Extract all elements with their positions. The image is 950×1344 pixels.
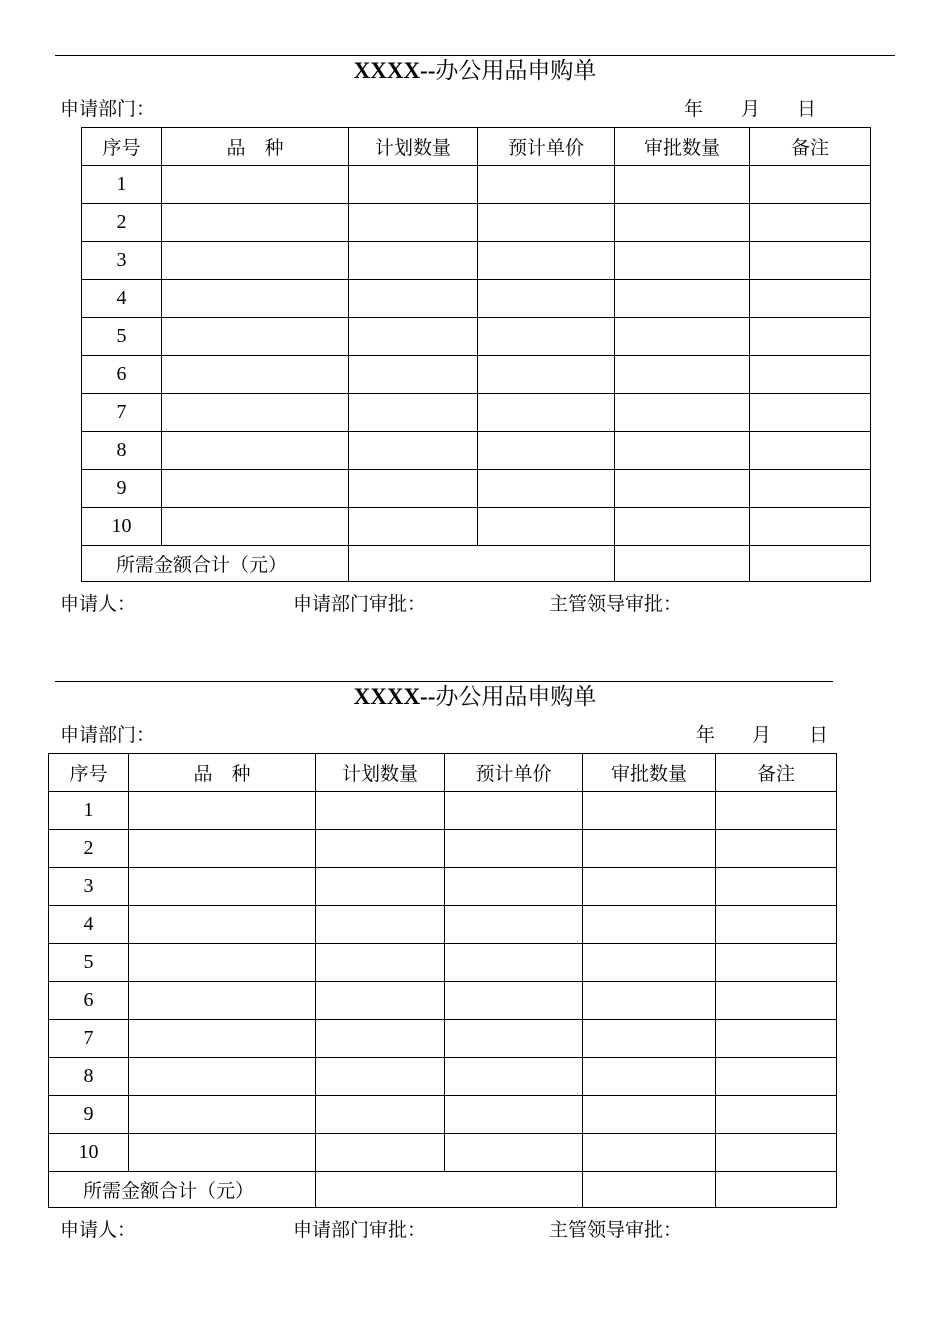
row-number: 6 bbox=[49, 982, 129, 1020]
date-day: 日 bbox=[797, 98, 817, 120]
leader-approval-label: 主管领导审批： bbox=[549, 593, 683, 615]
remarks-cell[interactable] bbox=[750, 204, 871, 242]
col-header-item: 品 种 bbox=[162, 128, 349, 166]
plan-qty-cell[interactable] bbox=[349, 318, 478, 356]
plan-qty-cell[interactable] bbox=[316, 982, 445, 1020]
approved-qty-cell[interactable] bbox=[583, 982, 716, 1020]
remarks-cell[interactable] bbox=[750, 242, 871, 280]
plan-qty-cell[interactable] bbox=[349, 280, 478, 318]
total-approved-cell[interactable] bbox=[583, 1172, 716, 1208]
remarks-cell[interactable] bbox=[716, 830, 837, 868]
remarks-cell[interactable] bbox=[716, 1058, 837, 1096]
unit-price-cell[interactable] bbox=[445, 982, 583, 1020]
row-number: 1 bbox=[82, 166, 162, 204]
table-row bbox=[49, 792, 837, 830]
table-row bbox=[49, 982, 837, 1020]
item-cell[interactable] bbox=[129, 1096, 316, 1134]
dept-approval-label: 申请部门审批： bbox=[293, 593, 427, 615]
approved-qty-cell[interactable] bbox=[615, 356, 750, 394]
col-header-plan-qty: 计划数量 bbox=[349, 128, 478, 166]
table-row bbox=[82, 280, 871, 318]
unit-price-cell[interactable] bbox=[478, 242, 615, 280]
plan-qty-cell[interactable] bbox=[349, 432, 478, 470]
approved-qty-cell[interactable] bbox=[583, 868, 716, 906]
plan-qty-cell[interactable] bbox=[316, 792, 445, 830]
total-amount-cell[interactable] bbox=[316, 1172, 583, 1208]
approved-qty-cell[interactable] bbox=[583, 1134, 716, 1172]
unit-price-cell[interactable] bbox=[478, 508, 615, 546]
remarks-cell[interactable] bbox=[750, 432, 871, 470]
remarks-cell[interactable] bbox=[716, 944, 837, 982]
approved-qty-cell[interactable] bbox=[583, 1096, 716, 1134]
date-month: 月 bbox=[741, 98, 761, 120]
row-number: 9 bbox=[49, 1096, 129, 1134]
applicant-label: 申请人： bbox=[60, 593, 137, 615]
item-cell[interactable] bbox=[129, 944, 316, 982]
row-number: 7 bbox=[49, 1020, 129, 1058]
plan-qty-cell[interactable] bbox=[349, 356, 478, 394]
approved-qty-cell[interactable] bbox=[615, 470, 750, 508]
row-number: 2 bbox=[82, 204, 162, 242]
item-cell[interactable] bbox=[129, 792, 316, 830]
remarks-cell[interactable] bbox=[716, 1020, 837, 1058]
total-remarks-cell[interactable] bbox=[716, 1172, 837, 1208]
title-prefix: XXXX-- bbox=[353, 58, 436, 83]
unit-price-cell[interactable] bbox=[478, 432, 615, 470]
table-row bbox=[49, 906, 837, 944]
approved-qty-cell[interactable] bbox=[583, 830, 716, 868]
remarks-cell[interactable] bbox=[716, 982, 837, 1020]
item-cell[interactable] bbox=[129, 1058, 316, 1096]
row-number: 10 bbox=[82, 508, 162, 546]
unit-price-cell[interactable] bbox=[445, 944, 583, 982]
total-amount-label: 所需金额合计（元） bbox=[82, 546, 349, 582]
unit-price-cell[interactable] bbox=[478, 356, 615, 394]
table-row bbox=[49, 1058, 837, 1096]
form-title bbox=[0, 682, 950, 712]
item-cell[interactable] bbox=[129, 1020, 316, 1058]
remarks-cell[interactable] bbox=[716, 906, 837, 944]
col-header-plan-qty: 计划数量 bbox=[316, 754, 445, 792]
item-cell[interactable] bbox=[162, 280, 349, 318]
items-table bbox=[81, 127, 871, 582]
plan-qty-cell[interactable] bbox=[349, 508, 478, 546]
item-cell[interactable] bbox=[162, 470, 349, 508]
unit-price-cell[interactable] bbox=[478, 280, 615, 318]
item-cell[interactable] bbox=[162, 508, 349, 546]
plan-qty-cell[interactable] bbox=[316, 868, 445, 906]
unit-price-cell[interactable] bbox=[478, 318, 615, 356]
unit-price-cell[interactable] bbox=[445, 1134, 583, 1172]
plan-qty-cell[interactable] bbox=[349, 242, 478, 280]
plan-qty-cell[interactable] bbox=[316, 1058, 445, 1096]
remarks-cell[interactable] bbox=[716, 792, 837, 830]
remarks-cell[interactable] bbox=[750, 318, 871, 356]
row-number: 5 bbox=[49, 944, 129, 982]
unit-price-cell[interactable] bbox=[445, 868, 583, 906]
item-cell[interactable] bbox=[129, 868, 316, 906]
unit-price-cell[interactable] bbox=[445, 1020, 583, 1058]
unit-price-cell[interactable] bbox=[445, 906, 583, 944]
item-cell[interactable] bbox=[162, 356, 349, 394]
row-number: 2 bbox=[49, 830, 129, 868]
item-cell[interactable] bbox=[162, 242, 349, 280]
dept-approval-label: 申请部门审批： bbox=[293, 1219, 427, 1241]
row-number: 7 bbox=[82, 394, 162, 432]
item-cell[interactable] bbox=[162, 166, 349, 204]
col-header-remarks: 备注 bbox=[716, 754, 837, 792]
approved-qty-cell[interactable] bbox=[583, 1020, 716, 1058]
row-number: 8 bbox=[49, 1058, 129, 1096]
item-cell[interactable] bbox=[162, 432, 349, 470]
unit-price-cell[interactable] bbox=[478, 394, 615, 432]
unit-price-cell[interactable] bbox=[445, 792, 583, 830]
approved-qty-cell[interactable] bbox=[615, 204, 750, 242]
applicant-label: 申请人： bbox=[60, 1219, 137, 1241]
table-row bbox=[82, 394, 871, 432]
dept-label: 申请部门： bbox=[60, 724, 156, 746]
table-row bbox=[82, 508, 871, 546]
item-cell[interactable] bbox=[129, 830, 316, 868]
table-row bbox=[82, 470, 871, 508]
item-cell[interactable] bbox=[162, 394, 349, 432]
row-number: 9 bbox=[82, 470, 162, 508]
table-row bbox=[82, 356, 871, 394]
date-year: 年 bbox=[696, 724, 716, 746]
date-year: 年 bbox=[684, 98, 704, 120]
approved-qty-cell[interactable] bbox=[583, 792, 716, 830]
col-header-approved-qty: 审批数量 bbox=[583, 754, 716, 792]
total-remarks-cell[interactable] bbox=[750, 546, 871, 582]
remarks-cell[interactable] bbox=[750, 394, 871, 432]
col-header-seq: 序号 bbox=[82, 128, 162, 166]
remarks-cell[interactable] bbox=[716, 868, 837, 906]
title-prefix: XXXX-- bbox=[353, 684, 436, 709]
remarks-cell[interactable] bbox=[750, 166, 871, 204]
remarks-cell[interactable] bbox=[716, 1096, 837, 1134]
approved-qty-cell[interactable] bbox=[615, 242, 750, 280]
approved-qty-cell[interactable] bbox=[615, 508, 750, 546]
col-header-approved-qty: 审批数量 bbox=[615, 128, 750, 166]
col-header-remarks: 备注 bbox=[750, 128, 871, 166]
table-row bbox=[49, 1134, 837, 1172]
plan-qty-cell[interactable] bbox=[349, 204, 478, 242]
items-table bbox=[48, 753, 837, 1208]
table-row bbox=[49, 1020, 837, 1058]
unit-price-cell[interactable] bbox=[445, 830, 583, 868]
remarks-cell[interactable] bbox=[750, 356, 871, 394]
remarks-cell[interactable] bbox=[750, 508, 871, 546]
total-approved-cell[interactable] bbox=[615, 546, 750, 582]
approved-qty-cell[interactable] bbox=[583, 1058, 716, 1096]
leader-approval-label: 主管领导审批： bbox=[549, 1219, 683, 1241]
table-row bbox=[49, 868, 837, 906]
approved-qty-cell[interactable] bbox=[583, 944, 716, 982]
item-cell[interactable] bbox=[162, 318, 349, 356]
col-header-item: 品 种 bbox=[129, 754, 316, 792]
item-cell[interactable] bbox=[129, 1134, 316, 1172]
plan-qty-cell[interactable] bbox=[349, 394, 478, 432]
row-number: 1 bbox=[49, 792, 129, 830]
table-row bbox=[49, 830, 837, 868]
table-row bbox=[82, 318, 871, 356]
date-month: 月 bbox=[752, 724, 772, 746]
col-header-seq: 序号 bbox=[49, 754, 129, 792]
remarks-cell[interactable] bbox=[750, 470, 871, 508]
item-cell[interactable] bbox=[129, 982, 316, 1020]
row-number: 6 bbox=[82, 356, 162, 394]
row-number: 8 bbox=[82, 432, 162, 470]
total-amount-label: 所需金额合计（元） bbox=[49, 1172, 316, 1208]
table-header-row bbox=[82, 128, 871, 166]
row-number: 3 bbox=[82, 242, 162, 280]
table-row bbox=[49, 944, 837, 982]
title-text: 办公用品申购单 bbox=[435, 684, 597, 710]
form-title bbox=[0, 56, 950, 86]
table-row bbox=[82, 204, 871, 242]
approved-qty-cell[interactable] bbox=[615, 280, 750, 318]
row-number: 4 bbox=[49, 906, 129, 944]
row-number: 10 bbox=[49, 1134, 129, 1172]
approved-qty-cell[interactable] bbox=[583, 906, 716, 944]
plan-qty-cell[interactable] bbox=[316, 830, 445, 868]
plan-qty-cell[interactable] bbox=[349, 470, 478, 508]
table-row bbox=[82, 166, 871, 204]
item-cell[interactable] bbox=[162, 204, 349, 242]
approved-qty-cell[interactable] bbox=[615, 318, 750, 356]
col-header-unit-price: 预计单价 bbox=[445, 754, 583, 792]
remarks-cell[interactable] bbox=[716, 1134, 837, 1172]
plan-qty-cell[interactable] bbox=[316, 906, 445, 944]
plan-qty-cell[interactable] bbox=[316, 1020, 445, 1058]
unit-price-cell[interactable] bbox=[478, 470, 615, 508]
unit-price-cell[interactable] bbox=[445, 1096, 583, 1134]
plan-qty-cell[interactable] bbox=[316, 1134, 445, 1172]
table-header-row bbox=[49, 754, 837, 792]
row-number: 4 bbox=[82, 280, 162, 318]
plan-qty-cell[interactable] bbox=[349, 166, 478, 204]
unit-price-cell[interactable] bbox=[478, 204, 615, 242]
title-text: 办公用品申购单 bbox=[435, 58, 597, 84]
total-amount-cell[interactable] bbox=[349, 546, 615, 582]
plan-qty-cell[interactable] bbox=[316, 944, 445, 982]
total-row bbox=[82, 546, 871, 582]
approved-qty-cell[interactable] bbox=[615, 166, 750, 204]
plan-qty-cell[interactable] bbox=[316, 1096, 445, 1134]
table-row bbox=[82, 242, 871, 280]
approved-qty-cell[interactable] bbox=[615, 432, 750, 470]
table-row bbox=[49, 1096, 837, 1134]
dept-label: 申请部门： bbox=[60, 98, 156, 120]
unit-price-cell[interactable] bbox=[445, 1058, 583, 1096]
unit-price-cell[interactable] bbox=[478, 166, 615, 204]
item-cell[interactable] bbox=[129, 906, 316, 944]
row-number: 5 bbox=[82, 318, 162, 356]
col-header-unit-price: 预计单价 bbox=[478, 128, 615, 166]
row-number: 3 bbox=[49, 868, 129, 906]
total-row bbox=[49, 1172, 837, 1208]
remarks-cell[interactable] bbox=[750, 280, 871, 318]
table-row bbox=[82, 432, 871, 470]
approved-qty-cell[interactable] bbox=[615, 394, 750, 432]
date-day: 日 bbox=[809, 724, 829, 746]
